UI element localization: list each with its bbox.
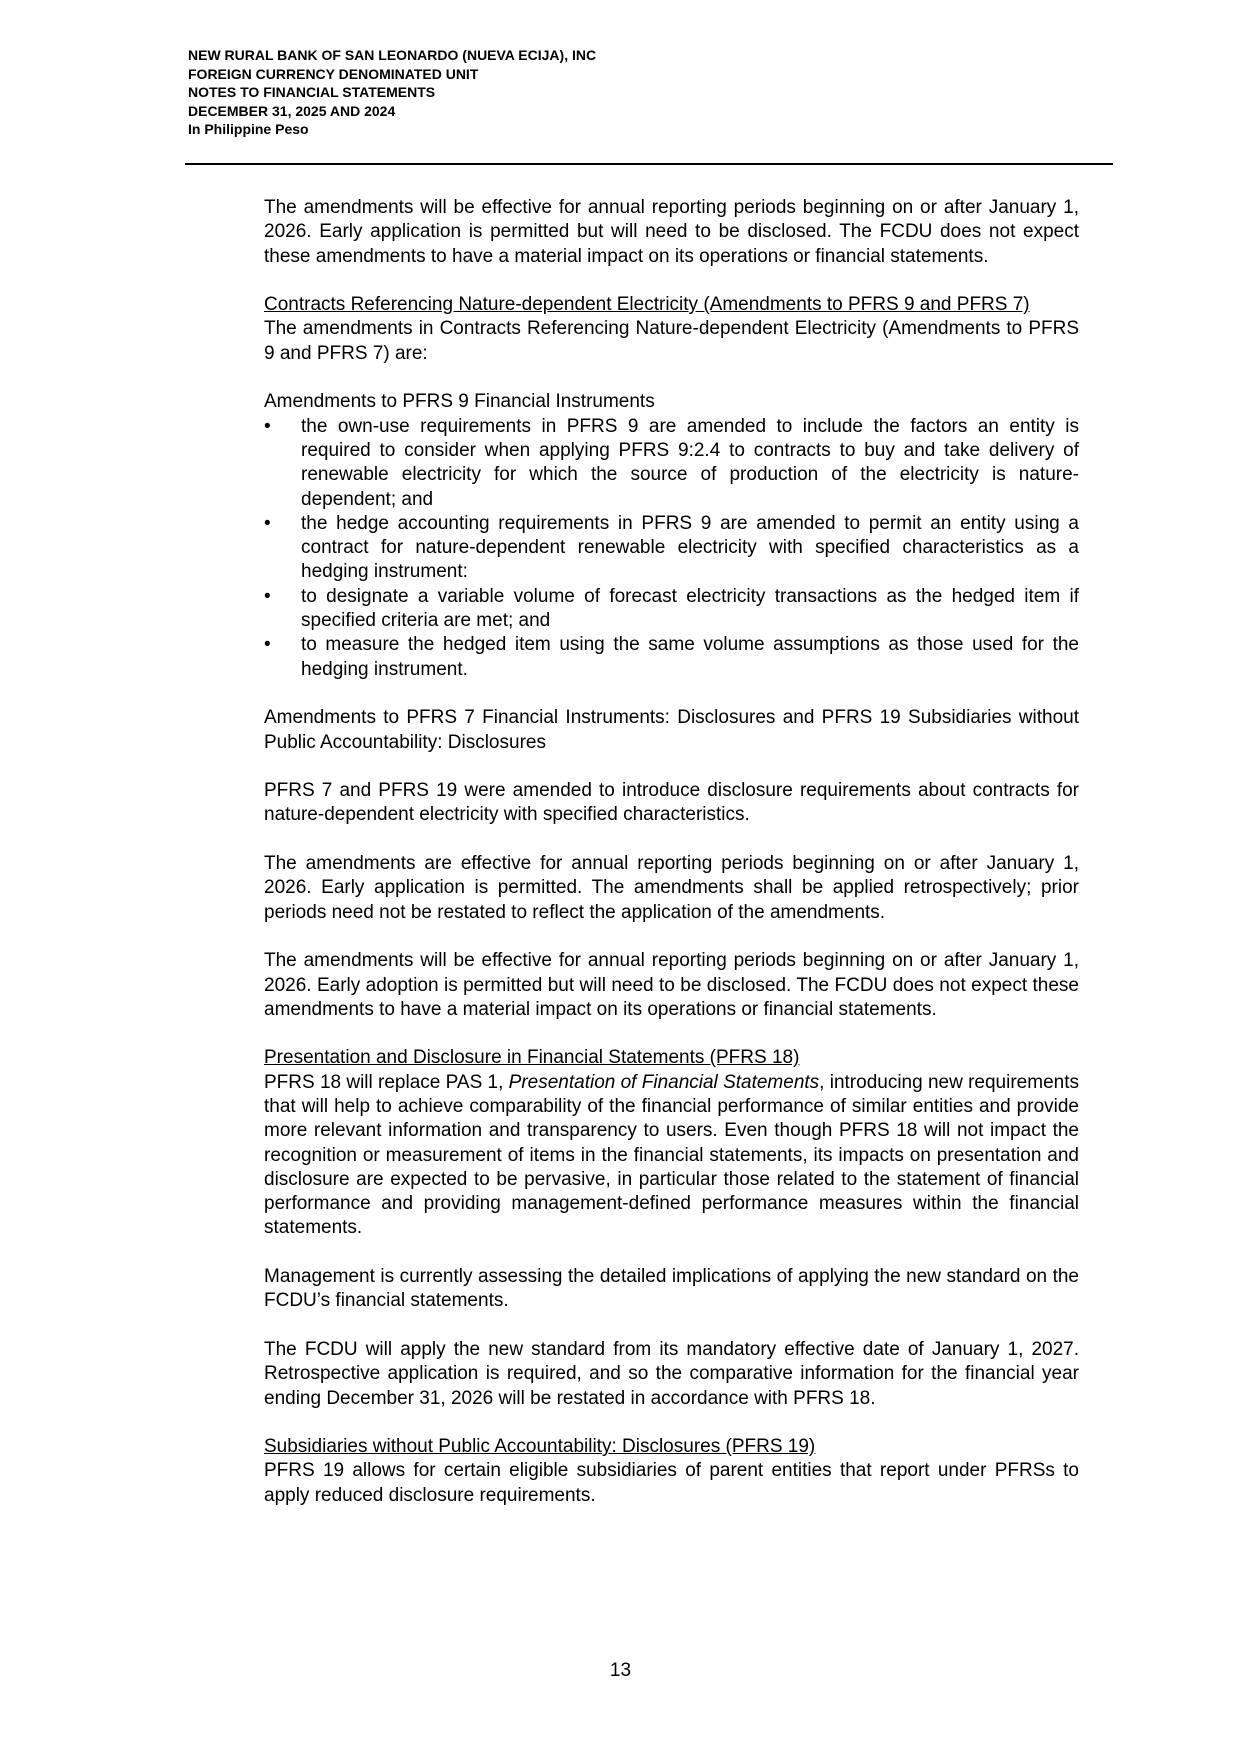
paragraph-pfrs19-overview: PFRS 19 allows for certain eligible subsidiaries of parent entities that report under PFRSs to apply reduced disclosure requirements.	[264, 1460, 1079, 1506]
list-item	[264, 512, 1079, 585]
header-document-type: NOTES TO FINANCIAL STATEMENTS	[188, 84, 436, 100]
paragraph-pfrs18-overview	[264, 1071, 1079, 1241]
bullet-text: the hedge accounting requirements in PFRS 9 are amended to permit an entity using a contract for nature-dependent renewable electricity with specified characteristics as a hedging instrument:	[301, 512, 1079, 583]
subheading-pfrs7-pfrs19-amendments: Amendments to PFRS 7 Financial Instruments: Disclosures and PFRS 19 Subsidiaries without Public Accountability: Disclosures	[264, 707, 1079, 753]
header-bank-name: NEW RURAL BANK OF SAN LEONARDO (NUEVA ECIJA), INC	[188, 47, 597, 63]
section-heading-pfrs19: Subsidiaries without Public Accountability: Disclosures (PFRS 19)	[264, 1436, 816, 1458]
paragraph-management-assessment: Management is currently assessing the detailed implications of applying the new standard on the FCDU’s financial statements.	[264, 1266, 1079, 1312]
paragraph-effective-date-intro: The amendments will be effective for annual reporting periods beginning on or after January 1, 2026. Early application is permitted but will need to be disclosed. The FCDU does not expect these amendments to have a material impact on its operations or financial statements.	[264, 197, 1079, 267]
list-item	[264, 585, 1079, 634]
document-body	[264, 196, 1079, 1508]
header-period: DECEMBER 31, 2025 AND 2024	[188, 102, 396, 119]
list-item	[264, 633, 1079, 682]
subheading-pfrs9-amendments: Amendments to PFRS 9 Financial Instruments	[264, 391, 655, 413]
bullet-text: the own-use requirements in PFRS 9 are amended to include the factors an entity is required to consider when applying PFRS 9:2.4 to contracts to buy and take delivery of renewable electricity for which the source of production of the electricity is nature-dependent; and	[301, 415, 1079, 510]
document-header	[188, 46, 596, 139]
bullet-icon: •	[264, 634, 271, 656]
paragraph-contracts-amendments: The amendments in Contracts Referencing Nature-dependent Electricity (Amendments to PFRS 9 and PFRS 7) are:	[264, 318, 1079, 364]
pas1-title: Presentation of Financial Statements	[508, 1071, 820, 1093]
bullet-icon: •	[264, 585, 271, 607]
pfrs18-text-rest: , introducing new requirements that will help to achieve comparability of the financial performance of similar entities and provide more relevant information and transparency to users. Even though PFRS 18 will not impact the recognition or measurement of items in the financial statements, its impacts on presentation and disclosure are expected to be pervasive, in particular those related to the statement of financial performance and providing management-defined performance measures within the financial statements.	[264, 1071, 1079, 1239]
bullet-text: to designate a variable volume of forecast electricity transactions as the hedged item if specified criteria are met; and	[301, 585, 1079, 632]
page-number: 13	[609, 1660, 632, 1681]
pfrs18-text-start: PFRS 18 will replace PAS 1,	[264, 1071, 509, 1093]
header-divider	[185, 163, 1113, 165]
bullet-icon: •	[264, 415, 271, 437]
bullet-list-pfrs9	[264, 415, 1079, 682]
list-item	[264, 415, 1079, 512]
section-heading-pfrs18: Presentation and Disclosure in Financial Statements (PFRS 18)	[264, 1047, 800, 1069]
bullet-text: to measure the hedged item using the same volume assumptions as those used for the hedging instrument.	[301, 634, 1079, 680]
header-unit-name: FOREIGN CURRENCY DENOMINATED UNIT	[188, 65, 479, 82]
header-currency: In Philippine Peso	[188, 121, 309, 137]
paragraph-effective-date-early-adoption: The amendments will be effective for annual reporting periods beginning on or after January 1, 2026. Early adoption is permitted but will need to be disclosed. The FCDU does not expect these amendments to have a material impact on its operations or financial statements.	[264, 950, 1079, 1020]
paragraph-disclosure-requirements: PFRS 7 and PFRS 19 were amended to introduce disclosure requirements about contracts for nature-dependent electricity with specified characteristics.	[264, 780, 1079, 826]
section-heading-contracts-electricity: Contracts Referencing Nature-dependent Electricity (Amendments to PFRS 9 and PFRS 7)	[264, 294, 1030, 316]
paragraph-pfrs18-application: The FCDU will apply the new standard from its mandatory effective date of January 1, 2027. Retrospective application is required, and so the comparative information for the financial year ending December 31, 2026 will be restated in accordance with PFRS 18.	[264, 1338, 1079, 1409]
bullet-icon: •	[264, 512, 271, 534]
paragraph-retrospective-application: The amendments are effective for annual reporting periods beginning on or after January 1, 2026. Early application is permitted. The amendments shall be applied retrospectively; prior periods need not be restated to reflect the application of the amendments.	[264, 853, 1079, 923]
